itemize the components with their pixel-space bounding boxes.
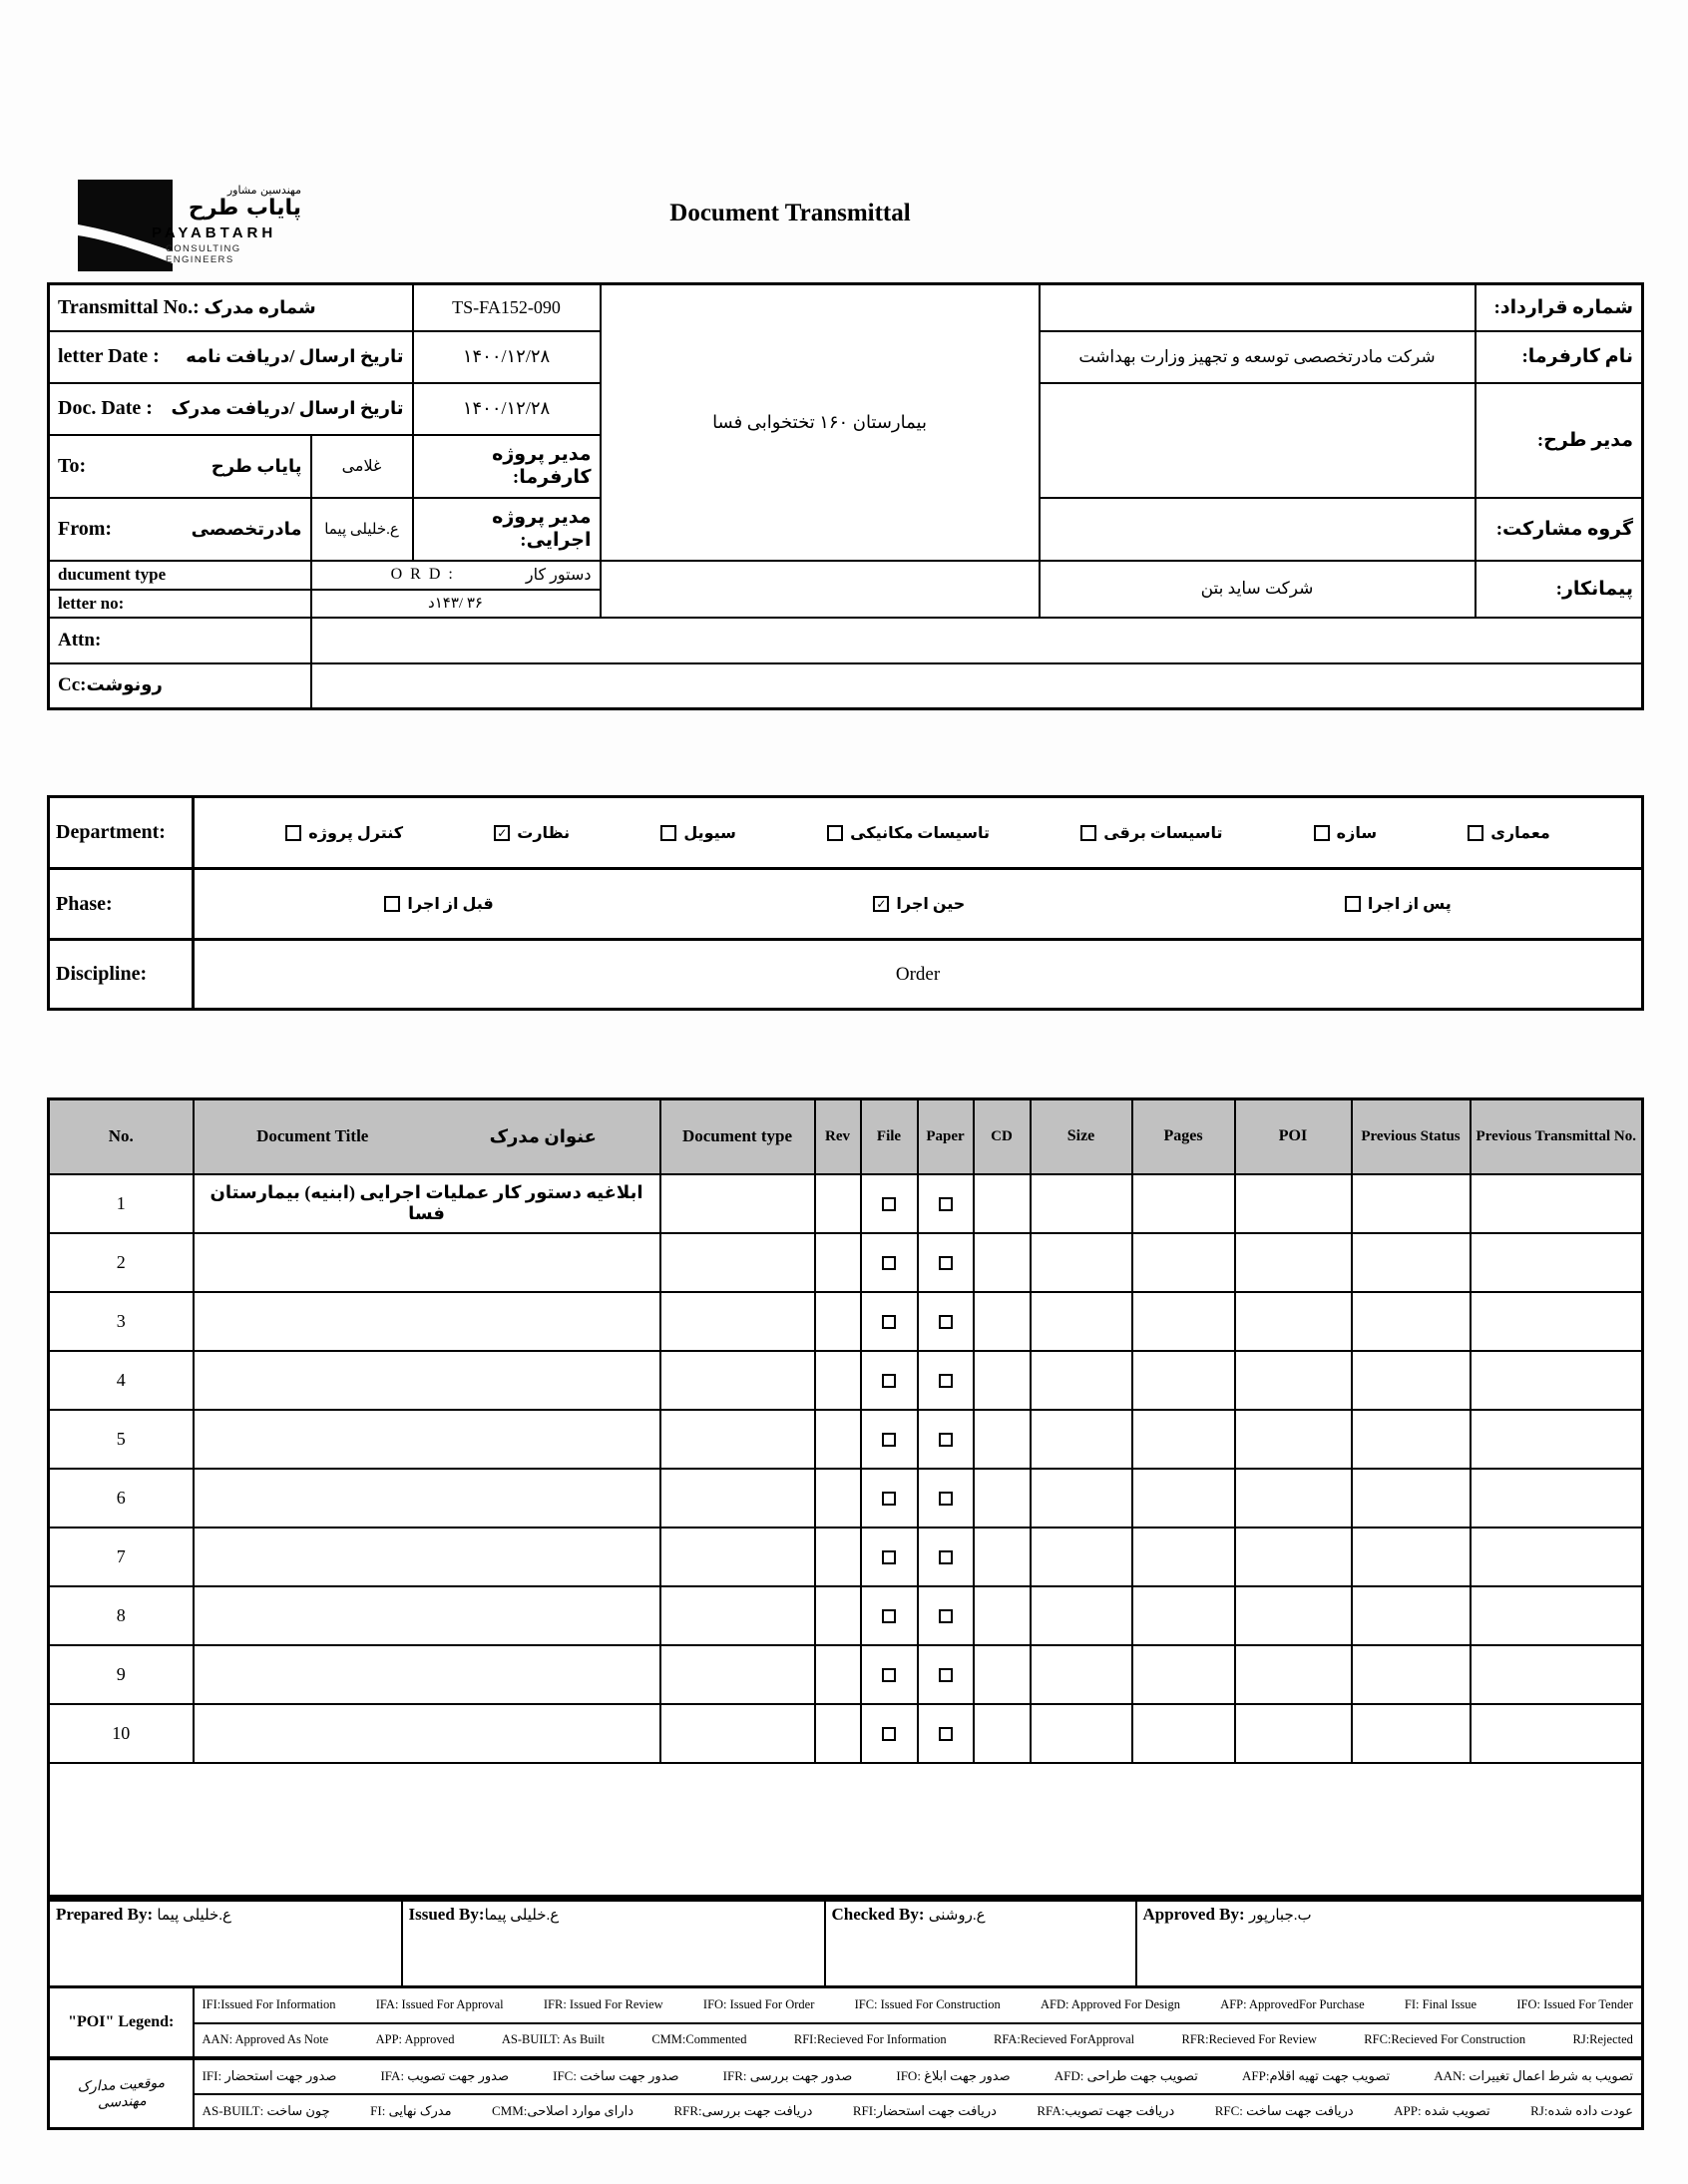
prev-status-cell	[1352, 1233, 1471, 1292]
legend-entry: IFO: Issued For Tender	[1516, 1997, 1633, 2012]
phase-label: Phase:	[49, 869, 194, 940]
document-row	[49, 1586, 1643, 1645]
legend-entry: CMM:Commented	[651, 2032, 747, 2046]
pages-cell	[1132, 1528, 1235, 1586]
prev-transmittal-cell	[1471, 1410, 1643, 1469]
row-number: 6	[49, 1469, 194, 1528]
department-checkbox[interactable]	[1080, 825, 1096, 841]
poi-cell	[1235, 1586, 1352, 1645]
rev-cell	[815, 1528, 861, 1586]
department-option	[827, 823, 990, 843]
document-title-cell	[194, 1292, 660, 1351]
checked-by-cell: Checked By: ع.روشنی	[825, 1900, 1136, 1987]
approved-by-cell: Approved By: ب.جبارپور	[1136, 1900, 1643, 1987]
document-title-cell	[194, 1233, 660, 1292]
legend-entry: دریافت جهت بررسی:RFR	[673, 2102, 813, 2118]
file-cell	[861, 1410, 918, 1469]
cd-cell	[974, 1233, 1031, 1292]
cd-cell	[974, 1586, 1031, 1645]
col-header-paper: Paper	[918, 1099, 974, 1174]
poi-cell	[1235, 1292, 1352, 1351]
prev-status-cell	[1352, 1469, 1471, 1528]
phase-checkbox[interactable]	[384, 896, 400, 912]
jv-group-label: گروه مشارکت:	[1476, 498, 1643, 561]
legend-entry: IFO: Issued For Order	[702, 1997, 815, 2012]
legend-entry: صدور جهت بررسی :IFR	[722, 2068, 853, 2083]
row-number: 1	[49, 1174, 194, 1233]
legend-entry: دریافت جهت استحضار:RFI	[852, 2102, 997, 2118]
prev-status-cell	[1352, 1528, 1471, 1586]
file-cell	[861, 1174, 918, 1233]
paper-cell	[918, 1174, 974, 1233]
checkbox-label: قبل از اجرا	[407, 896, 494, 913]
row-number: 3	[49, 1292, 194, 1351]
fa-legend-label: موقعیت مدارک مهندسی	[47, 2054, 196, 2132]
documents-table	[47, 1097, 1644, 1898]
checkbox-label: تاسیسات برقی	[1103, 824, 1223, 842]
rev-cell	[815, 1174, 861, 1233]
paper-checkbox[interactable]	[939, 1668, 953, 1682]
pages-cell	[1132, 1351, 1235, 1410]
rev-cell	[815, 1410, 861, 1469]
prev-status-cell	[1352, 1174, 1471, 1233]
file-cell	[861, 1528, 918, 1586]
department-checkbox[interactable]	[285, 825, 301, 841]
legend-entry: RFR:Recieved For Review	[1181, 2032, 1317, 2046]
client-label: نام کارفرما:	[1476, 331, 1643, 383]
department-checkbox[interactable]	[1468, 825, 1483, 841]
legend-fa-line1	[194, 2058, 1643, 2094]
discipline-value: Order	[194, 940, 1643, 1010]
file-checkbox[interactable]	[882, 1197, 896, 1211]
size-cell	[1031, 1174, 1132, 1233]
col-header-size: Size	[1031, 1099, 1132, 1174]
col-header-rev: Rev	[815, 1099, 861, 1174]
cd-cell	[974, 1410, 1031, 1469]
design-manager-label: مدیر طرح:	[1476, 383, 1643, 498]
doc-date-label: Doc. Date : تاریخ ارسال /دریافت مدرک	[49, 383, 413, 435]
rev-cell	[815, 1233, 861, 1292]
legend-entry: AFP: ApprovedFor Purchase	[1220, 1997, 1365, 2012]
paper-cell	[918, 1469, 974, 1528]
legend-entry: FI: Final Issue	[1404, 1997, 1477, 2012]
department-option	[494, 823, 570, 843]
signatures-row	[47, 1898, 1644, 1989]
checkbox-label: پس از اجرا	[1367, 896, 1452, 913]
legend-entry: RFI:Recieved For Information	[793, 2032, 947, 2046]
phase-option	[873, 894, 965, 914]
document-row	[49, 1174, 1643, 1233]
cd-cell	[974, 1469, 1031, 1528]
project-name: بیمارستان ۱۶۰ تختخوابی فسا	[601, 284, 1040, 561]
file-checkbox[interactable]	[882, 1668, 896, 1682]
file-checkbox[interactable]	[882, 1374, 896, 1388]
poi-cell	[1235, 1174, 1352, 1233]
legend-entry: AS-BUILT: As Built	[501, 2032, 605, 2046]
prev-transmittal-cell	[1471, 1645, 1643, 1704]
letter-date-value: ۱۴۰۰/۱۲/۲۸	[413, 331, 601, 383]
cd-cell	[974, 1645, 1031, 1704]
legend-entry: عودت داده شده:RJ	[1530, 2102, 1633, 2118]
size-cell	[1031, 1645, 1132, 1704]
prev-status-cell	[1352, 1351, 1471, 1410]
document-row	[49, 1645, 1643, 1704]
legend-entry: صدور جهت استحضار :IFI	[202, 2068, 337, 2083]
prev-status-cell	[1352, 1292, 1471, 1351]
checkbox-label: معماری	[1490, 824, 1550, 842]
paper-cell	[918, 1704, 974, 1763]
paper-cell	[918, 1586, 974, 1645]
legend-en-line2	[194, 2023, 1643, 2058]
from-person: ع.خلیلی پیما	[311, 498, 413, 561]
document-row	[49, 1233, 1643, 1292]
document-type-cell	[660, 1528, 815, 1586]
size-cell	[1031, 1469, 1132, 1528]
file-checkbox[interactable]	[882, 1550, 896, 1564]
poi-cell	[1235, 1645, 1352, 1704]
phase-options	[194, 869, 1643, 940]
letter-date-label: letter Date : تاریخ ارسال /دریافت نامه	[49, 331, 413, 383]
document-title-cell: ابلاغیه دستور کار عملیات اجرایی (ابنیه) بیمارستان فسا	[194, 1174, 660, 1233]
jv-group-value	[1040, 498, 1476, 561]
department-checkbox[interactable]	[1314, 825, 1330, 841]
document-type-cell	[660, 1351, 815, 1410]
document-type-cell	[660, 1410, 815, 1469]
notes-empty-area	[49, 1763, 1643, 1897]
document-type-cell	[660, 1469, 815, 1528]
department-option	[660, 823, 736, 843]
letter-no-value: ۳۶ /۱۴۳د	[311, 590, 601, 618]
cd-cell	[974, 1351, 1031, 1410]
checkbox-label: حین اجرا	[896, 896, 966, 913]
document-title-cell	[194, 1645, 660, 1704]
to-cell: To: پایاب طرح	[49, 435, 311, 498]
cd-cell	[974, 1292, 1031, 1351]
document-type-cell	[660, 1704, 815, 1763]
file-cell	[861, 1292, 918, 1351]
file-cell	[861, 1469, 918, 1528]
logo-subtitle: CONSULTING ENGINEERS	[166, 243, 241, 266]
legend-entry: RFA:Recieved ForApproval	[994, 2032, 1135, 2046]
size-cell	[1031, 1528, 1132, 1586]
department-option	[285, 823, 403, 843]
legend-entry: مدرک نهایی :FI	[370, 2102, 452, 2118]
contract-no-value	[1040, 284, 1476, 331]
contractor-value: شرکت ساید بتن	[1040, 561, 1476, 618]
legend-entry: دارای موارد اصلاحی:CMM	[492, 2102, 634, 2118]
row-number: 7	[49, 1528, 194, 1586]
attn-label: Attn:	[49, 618, 311, 663]
paper-cell	[918, 1410, 974, 1469]
to-role-label: مدیر پروژه کارفرما:	[413, 435, 601, 498]
checkbox-label: تاسیسات مکانیکی	[850, 824, 991, 842]
legend-entry: صدور جهت ابلاغ :IFO	[896, 2068, 1011, 2083]
logo-fa-big: پایاب طرح	[188, 196, 301, 220]
document-type-cell	[660, 1233, 815, 1292]
col-header-title: Document Title عنوان مدرک	[194, 1099, 660, 1174]
legend-entry: چون ساخت :AS-BUILT	[202, 2102, 330, 2118]
pages-cell	[1132, 1469, 1235, 1528]
document-type-cell	[660, 1292, 815, 1351]
department-label: Department:	[49, 797, 194, 869]
document-title-cell	[194, 1351, 660, 1410]
paper-checkbox[interactable]	[939, 1315, 953, 1329]
size-cell	[1031, 1704, 1132, 1763]
paper-cell	[918, 1292, 974, 1351]
legend-entry: تصویب جهت طراحی :AFD	[1054, 2068, 1198, 2083]
phase-checkbox[interactable]	[873, 896, 889, 912]
file-checkbox[interactable]	[882, 1256, 896, 1270]
department-option	[1080, 823, 1222, 843]
cc-value[interactable]	[311, 663, 1643, 709]
to-person: غلامی	[311, 435, 413, 498]
cd-cell	[974, 1174, 1031, 1233]
size-cell	[1031, 1292, 1132, 1351]
attn-value[interactable]	[311, 618, 1643, 663]
department-checkbox[interactable]	[827, 825, 843, 841]
file-checkbox[interactable]	[882, 1609, 896, 1623]
prev-transmittal-cell	[1471, 1469, 1643, 1528]
page-title: Document Transmittal	[669, 200, 911, 226]
paper-checkbox[interactable]	[939, 1374, 953, 1388]
paper-checkbox[interactable]	[939, 1609, 953, 1623]
document-title-cell	[194, 1704, 660, 1763]
legend-entry: APP: Approved	[375, 2032, 455, 2046]
prev-status-cell	[1352, 1645, 1471, 1704]
info-table	[47, 282, 1644, 710]
paper-cell	[918, 1528, 974, 1586]
file-checkbox[interactable]	[882, 1492, 896, 1506]
legend-en-line1	[194, 1987, 1643, 2023]
rev-cell	[815, 1704, 861, 1763]
poi-legend-label: "POI" Legend:	[49, 1987, 194, 2058]
prev-transmittal-cell	[1471, 1233, 1643, 1292]
document-title-cell	[194, 1586, 660, 1645]
row-number: 10	[49, 1704, 194, 1763]
client-value: شرکت مادرتخصصی توسعه و تجهیز وزارت بهداشت	[1040, 331, 1476, 383]
col-header-no: No.	[49, 1099, 194, 1174]
file-checkbox[interactable]	[882, 1727, 896, 1741]
legend-entry: صدور جهت تصویب :IFA	[380, 2068, 510, 2083]
phase-checkbox[interactable]	[1345, 896, 1361, 912]
prev-status-cell	[1352, 1586, 1471, 1645]
prev-transmittal-cell	[1471, 1704, 1643, 1763]
legend-entry: دریافت جهت ساخت :RFC	[1214, 2102, 1354, 2118]
document-type-cell	[660, 1586, 815, 1645]
logo-en: PAYABTARH	[152, 224, 277, 242]
middle-empty-cell	[601, 561, 1040, 618]
letter-no-label: letter no:	[49, 590, 311, 618]
checkbox-label: کنترل پروژه	[308, 824, 404, 842]
prev-transmittal-cell	[1471, 1351, 1643, 1410]
pages-cell	[1132, 1233, 1235, 1292]
paper-cell	[918, 1233, 974, 1292]
legend-entry: IFI:Issued For Information	[202, 1997, 336, 2012]
file-checkbox[interactable]	[882, 1433, 896, 1447]
file-checkbox[interactable]	[882, 1315, 896, 1329]
file-cell	[861, 1704, 918, 1763]
rev-cell	[815, 1469, 861, 1528]
size-cell	[1031, 1586, 1132, 1645]
classification-table	[47, 795, 1644, 1011]
col-header-doctype: Document type	[660, 1099, 815, 1174]
col-header-cd: CD	[974, 1099, 1031, 1174]
legend-table	[47, 1985, 1644, 2130]
department-checkbox[interactable]	[660, 825, 676, 841]
document-row	[49, 1528, 1643, 1586]
poi-cell	[1235, 1528, 1352, 1586]
checkbox-label: نظارت	[517, 824, 571, 842]
from-role-label: مدیر پروژه اجرایی:	[413, 498, 601, 561]
discipline-label: Discipline:	[49, 940, 194, 1010]
department-checkbox[interactable]	[494, 825, 510, 841]
poi-cell	[1235, 1469, 1352, 1528]
transmittal-no-label: Transmittal No.: شماره مدرک	[49, 284, 413, 331]
paper-checkbox[interactable]	[939, 1433, 953, 1447]
doc-type-label: ducument type	[49, 561, 311, 590]
legend-entry: AAN: Approved As Note	[202, 2032, 329, 2046]
document-type-cell	[660, 1174, 815, 1233]
poi-cell	[1235, 1410, 1352, 1469]
paper-checkbox[interactable]	[939, 1727, 953, 1741]
transmittal-no-value: TS-FA152-090	[413, 284, 601, 331]
row-number: 8	[49, 1586, 194, 1645]
document-title-cell	[194, 1528, 660, 1586]
prev-status-cell	[1352, 1410, 1471, 1469]
row-number: 2	[49, 1233, 194, 1292]
legend-entry: RJ:Rejected	[1572, 2032, 1633, 2046]
document-title-cell	[194, 1410, 660, 1469]
legend-entry: AFD: Approved For Design	[1041, 1997, 1180, 2012]
row-number: 9	[49, 1645, 194, 1704]
paper-checkbox[interactable]	[939, 1197, 953, 1211]
from-cell: From: مادرتخصصی	[49, 498, 311, 561]
document-title-cell	[194, 1469, 660, 1528]
row-number: 4	[49, 1351, 194, 1410]
document-type-cell	[660, 1645, 815, 1704]
paper-checkbox[interactable]	[939, 1492, 953, 1506]
pages-cell	[1132, 1645, 1235, 1704]
doc-type-value: O R D : دستور کار	[311, 561, 601, 590]
doc-date-value: ۱۴۰۰/۱۲/۲۸	[413, 383, 601, 435]
legend-entry: RFC:Recieved For Construction	[1364, 2032, 1526, 2046]
design-manager-value	[1040, 383, 1476, 498]
file-cell	[861, 1586, 918, 1645]
col-header-prev-status: Previous Status	[1352, 1099, 1471, 1174]
poi-cell	[1235, 1233, 1352, 1292]
prev-transmittal-cell	[1471, 1292, 1643, 1351]
prev-status-cell	[1352, 1704, 1471, 1763]
paper-cell	[918, 1351, 974, 1410]
prepared-by-cell: Prepared By: ع.خلیلی پیما	[49, 1900, 402, 1987]
contract-no-label: شماره قرارداد:	[1476, 284, 1643, 331]
document-row	[49, 1469, 1643, 1528]
issued-by-cell: Issued By:ع.خلیلی پیما	[402, 1900, 825, 1987]
checkbox-label: سازه	[1336, 824, 1378, 842]
rev-cell	[815, 1586, 861, 1645]
document-row	[49, 1704, 1643, 1763]
cd-cell	[974, 1528, 1031, 1586]
legend-entry: تصویب به شرط اعمال تغییرات :AAN	[1434, 2068, 1633, 2083]
legend-entry: تصویب شده :APP	[1394, 2102, 1490, 2118]
size-cell	[1031, 1233, 1132, 1292]
contractor-label: پیمانکار:	[1476, 561, 1643, 618]
rev-cell	[815, 1351, 861, 1410]
checkbox-label: سیویل	[683, 824, 736, 842]
pages-cell	[1132, 1174, 1235, 1233]
paper-checkbox[interactable]	[939, 1256, 953, 1270]
cd-cell	[974, 1704, 1031, 1763]
paper-checkbox[interactable]	[939, 1550, 953, 1564]
document-row	[49, 1410, 1643, 1469]
legend-fa-line2	[194, 2094, 1643, 2129]
col-header-pages: Pages	[1132, 1099, 1235, 1174]
prev-transmittal-cell	[1471, 1528, 1643, 1586]
row-number: 5	[49, 1410, 194, 1469]
document-row	[49, 1351, 1643, 1410]
legend-entry: صدور جهت ساخت :IFC	[553, 2068, 679, 2083]
phase-option	[1345, 894, 1452, 914]
pages-cell	[1132, 1410, 1235, 1469]
legend-entry: IFC: Issued For Construction	[854, 1997, 1001, 2012]
department-options	[194, 797, 1643, 869]
phase-option	[384, 894, 493, 914]
cc-label: Cc:رونوشت	[49, 663, 311, 709]
poi-cell	[1235, 1704, 1352, 1763]
size-cell	[1031, 1351, 1132, 1410]
size-cell	[1031, 1410, 1132, 1469]
col-header-file: File	[861, 1099, 918, 1174]
pages-cell	[1132, 1704, 1235, 1763]
file-cell	[861, 1351, 918, 1410]
pages-cell	[1132, 1586, 1235, 1645]
legend-entry: IFR: Issued For Review	[543, 1997, 663, 2012]
col-header-poi: POI	[1235, 1099, 1352, 1174]
pages-cell	[1132, 1292, 1235, 1351]
rev-cell	[815, 1292, 861, 1351]
col-header-prev-transmittal: Previous Transmittal No.	[1471, 1099, 1643, 1174]
prev-transmittal-cell	[1471, 1586, 1643, 1645]
legend-entry: دریافت جهت تصویب:RFA	[1037, 2102, 1175, 2118]
poi-cell	[1235, 1351, 1352, 1410]
rev-cell	[815, 1645, 861, 1704]
prev-transmittal-cell	[1471, 1174, 1643, 1233]
file-cell	[861, 1233, 918, 1292]
department-option	[1314, 823, 1377, 843]
legend-entry: IFA: Issued For Approval	[375, 1997, 504, 2012]
file-cell	[861, 1645, 918, 1704]
department-option	[1468, 823, 1550, 843]
document-row	[49, 1292, 1643, 1351]
paper-cell	[918, 1645, 974, 1704]
logo-fa-small: مهندسین مشاور	[226, 184, 301, 197]
legend-entry: تصویب جهت تهیه اقلام:AFP	[1242, 2068, 1391, 2083]
